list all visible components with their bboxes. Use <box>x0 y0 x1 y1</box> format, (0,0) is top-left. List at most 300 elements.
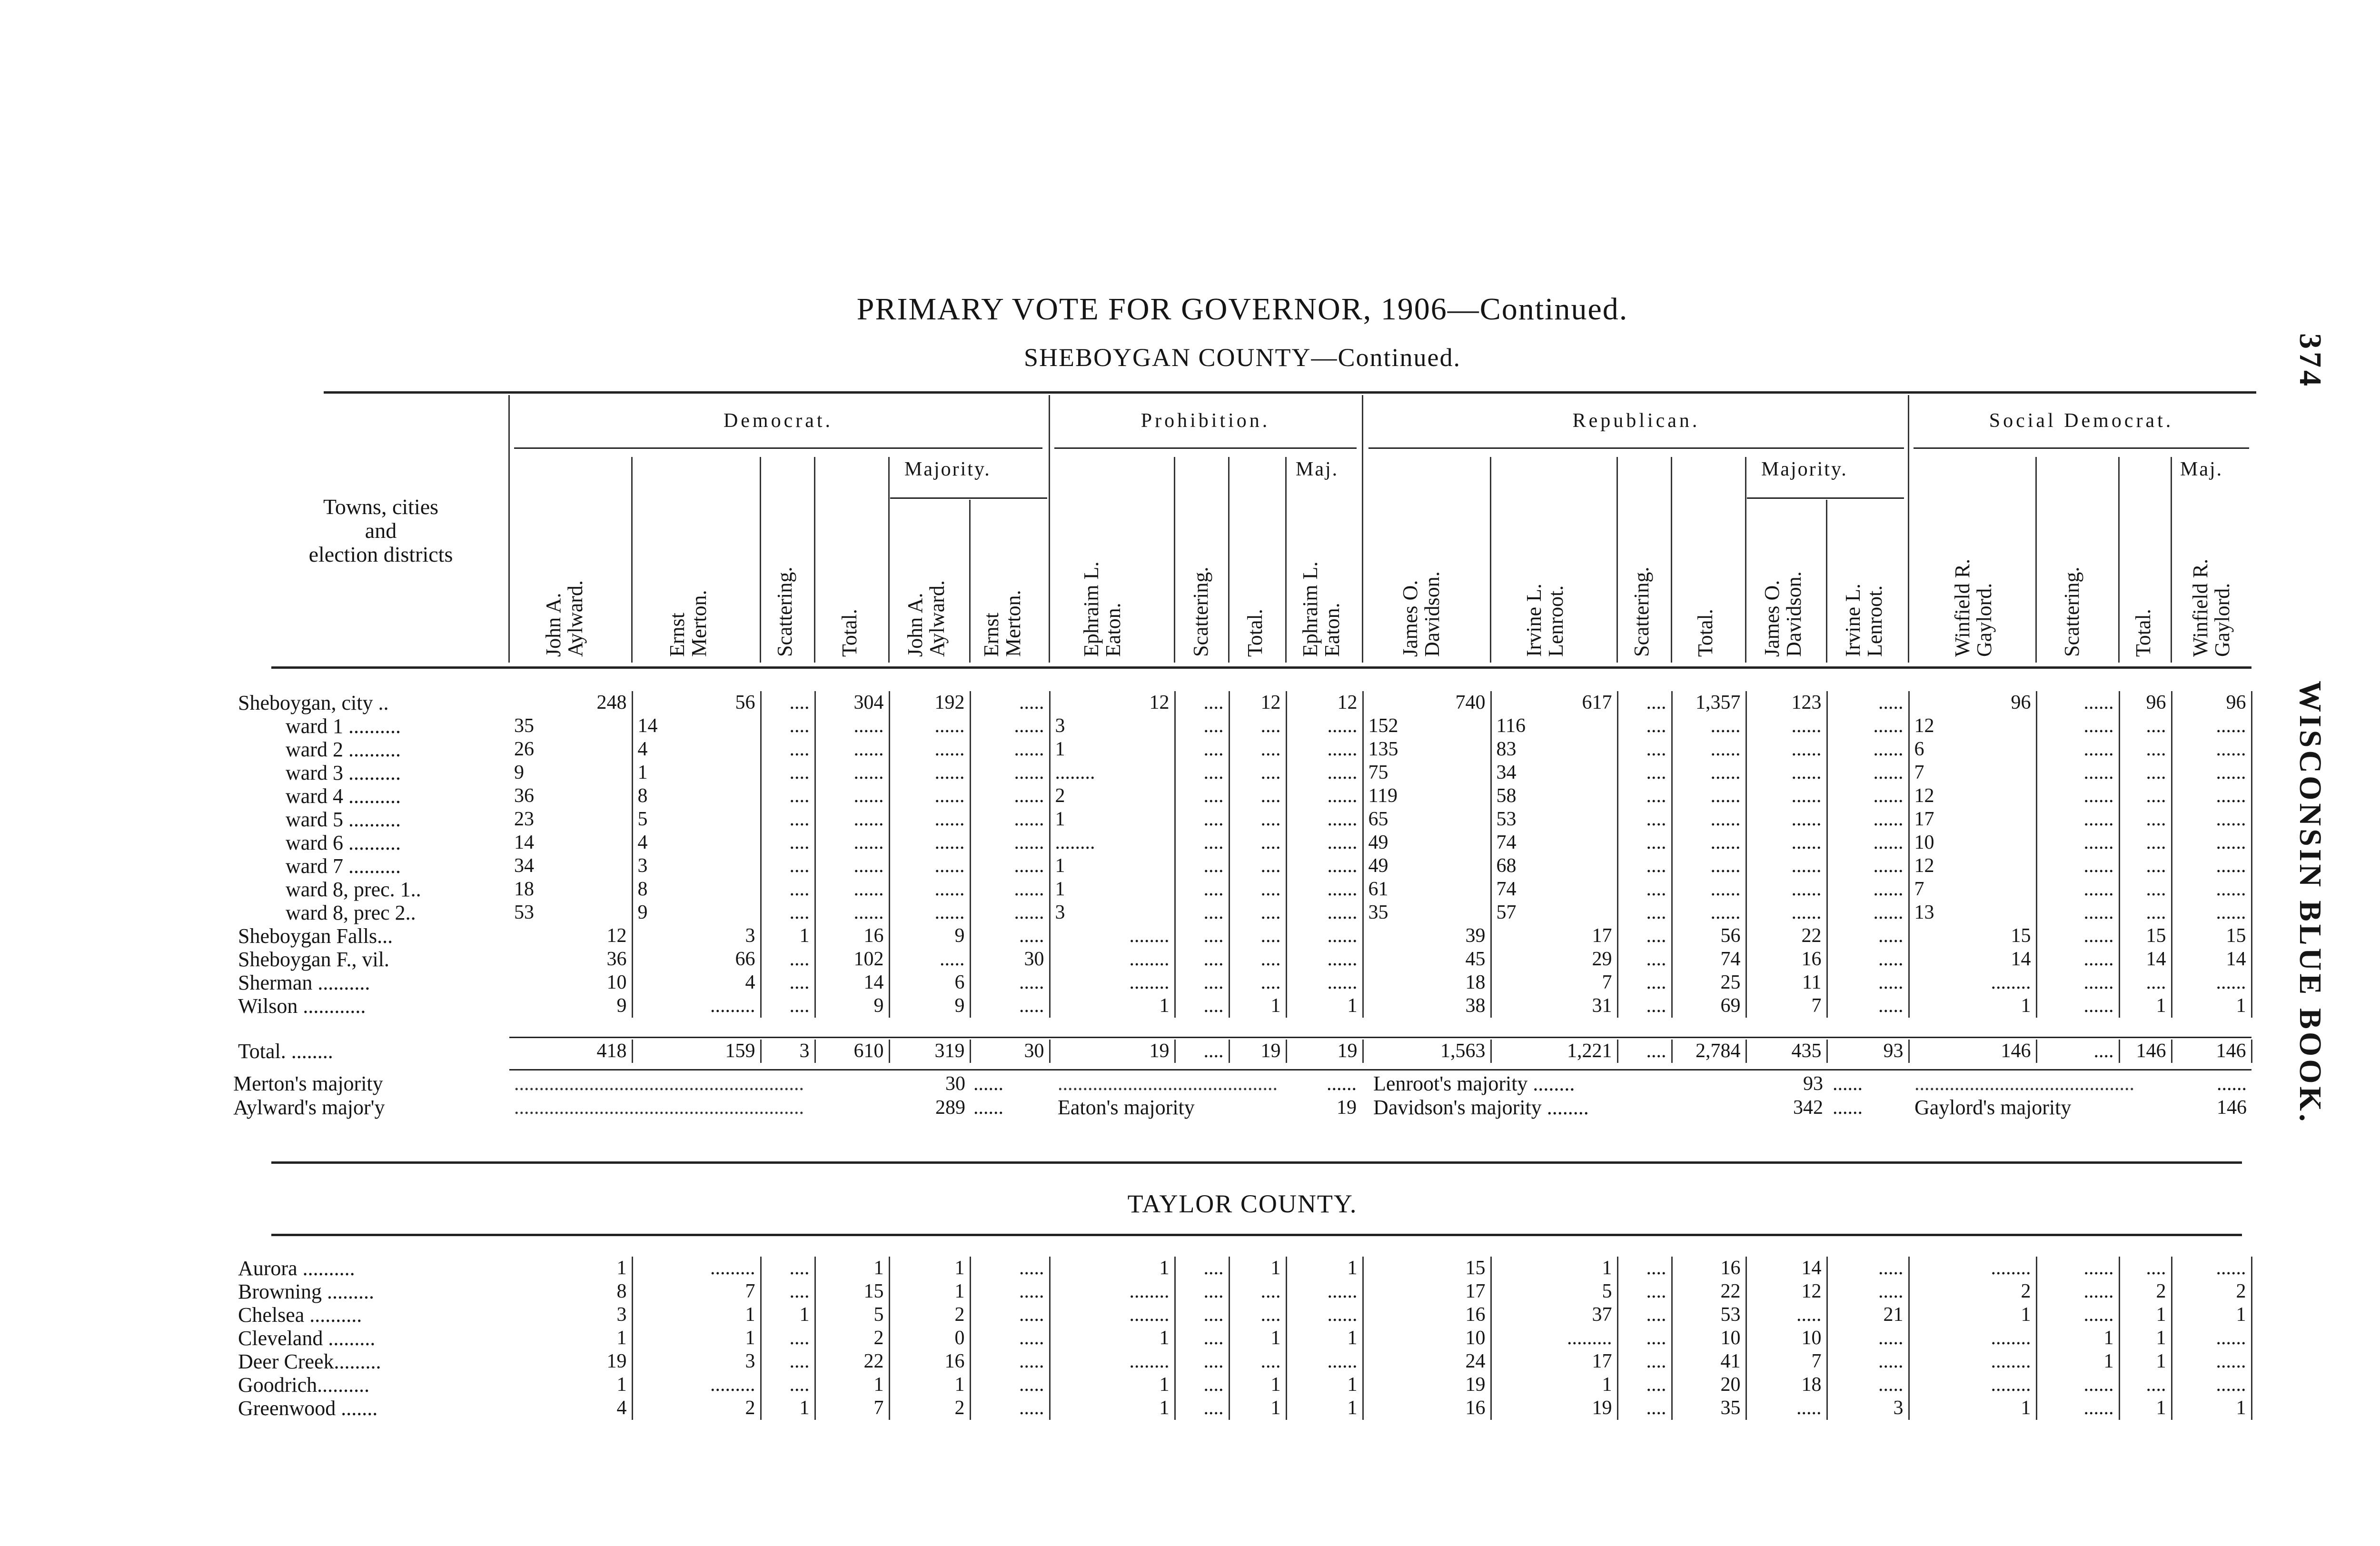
vote-cell: .... <box>1229 971 1286 994</box>
gaylord-majority-blank: ...... <box>2217 1073 2247 1095</box>
vote-cell: 75 <box>1363 761 1491 784</box>
vote-cell: 116 <box>1491 714 1617 738</box>
vote-cell: ..... <box>1827 924 1909 948</box>
vote-cell: ...... <box>889 761 970 784</box>
vote-cell: 74 <box>1491 831 1617 854</box>
aylward-majority-value: 289 <box>935 1097 965 1119</box>
vote-cell: .... <box>1229 761 1286 784</box>
page-number: 374 <box>2293 333 2328 389</box>
vote-cell: ..... <box>970 1280 1050 1303</box>
vote-cell: 65 <box>1363 808 1491 831</box>
soc-maj-header: Maj. <box>2180 458 2223 480</box>
vote-cell: 37 <box>1491 1303 1617 1327</box>
vote-cell: .... <box>1229 948 1286 971</box>
vote-cell: 6 <box>1909 738 2036 761</box>
vote-cell: .... <box>1229 1350 1286 1373</box>
vote-cell: ...... <box>815 738 889 761</box>
vote-cell: .... <box>761 1373 815 1397</box>
vote-cell: 35 <box>1672 1397 1746 1420</box>
vote-cell: ......... <box>632 1373 761 1397</box>
vote-cell: 418 <box>509 1040 632 1063</box>
vote-cell: 2 <box>1050 784 1175 808</box>
vote-cell: ...... <box>970 878 1050 901</box>
vote-cell: 10 <box>509 971 632 994</box>
col-rep-scattering: Scattering. <box>1630 566 1653 657</box>
vote-cell: 16 <box>1363 1303 1491 1327</box>
vote-cell: 3 <box>632 854 761 878</box>
vote-cell: 1 <box>1050 1257 1175 1280</box>
vote-cell: 1 <box>1286 1327 1363 1350</box>
vote-cell: 29 <box>1491 948 1617 971</box>
vote-cell: .... <box>1229 738 1286 761</box>
vote-cell: 1 <box>761 1397 815 1420</box>
vote-cell: ...... <box>1746 784 1827 808</box>
col-maj-aylward: John A. Aylward. <box>903 580 949 657</box>
vote-cell: 2 <box>2172 1280 2251 1303</box>
davidson-majority-value: 342 <box>1793 1097 1823 1119</box>
vote-cell: 96 <box>2172 691 2251 714</box>
vote-cell: ..... <box>1827 1257 1909 1280</box>
vote-cell: 1 <box>2172 994 2251 1018</box>
vote-cell: 14 <box>632 714 761 738</box>
vote-cell: ..... <box>970 1373 1050 1397</box>
vote-cell: 15 <box>2172 924 2251 948</box>
vote-cell: 1 <box>1229 1327 1286 1350</box>
lenroot-majority-value: 93 <box>1803 1073 1823 1095</box>
vote-cell: ........ <box>1909 1327 2036 1350</box>
vote-cell: ........ <box>1050 1303 1175 1327</box>
vote-cell: 1 <box>2119 1327 2172 1350</box>
vote-cell: .... <box>761 854 815 878</box>
vote-cell: 1 <box>2172 1397 2251 1420</box>
vote-cell: ...... <box>2036 691 2119 714</box>
running-head: WISCONSIN BLUE BOOK. <box>2293 681 2328 1125</box>
vote-cell: ...... <box>2036 878 2119 901</box>
vote-cell: ...... <box>2036 761 2119 784</box>
vote-cell: .... <box>1175 878 1229 901</box>
vote-cell: 2 <box>1909 1280 2036 1303</box>
vote-cell: .... <box>1617 1040 1672 1063</box>
table-row <box>233 714 2251 738</box>
vote-cell: ..... <box>889 948 970 971</box>
district-name: ward 8, prec 2.. <box>286 901 416 924</box>
vote-cell: 10 <box>1363 1327 1491 1350</box>
header-bottom-rule <box>271 666 2251 669</box>
vote-cell: 15 <box>1909 924 2036 948</box>
vote-cell: 15 <box>2119 924 2172 948</box>
vote-cell: 16 <box>815 924 889 948</box>
vote-cell: ...... <box>970 808 1050 831</box>
col-rep-total: Total. <box>1694 609 1717 657</box>
table-row <box>233 784 2251 808</box>
vote-cell: 38 <box>1363 994 1491 1018</box>
vote-cell: 2,784 <box>1672 1040 1746 1063</box>
vote-cell: ...... <box>1286 878 1363 901</box>
vote-cell: .... <box>1175 738 1229 761</box>
vote-cell: ..... <box>970 994 1050 1018</box>
vote-cell: 1 <box>1286 994 1363 1018</box>
district-name: ward 6 .......... <box>286 831 401 854</box>
vote-cell: .... <box>1229 1303 1286 1327</box>
col-gaylord: Winfield R. Gaylord. <box>1951 559 1996 657</box>
vote-cell: ...... <box>815 808 889 831</box>
vote-cell: 34 <box>1491 761 1617 784</box>
vote-cell: ..... <box>1827 994 1909 1018</box>
vote-cell: 14 <box>2172 948 2251 971</box>
vote-cell: .... <box>1175 924 1229 948</box>
vote-cell: 19 <box>1491 1397 1617 1420</box>
vote-cell: ...... <box>2172 831 2251 854</box>
vote-cell: ...... <box>1746 878 1827 901</box>
vote-cell: ...... <box>889 784 970 808</box>
taylor-county-title: TAYLOR COUNTY. <box>1127 1189 1358 1218</box>
vote-cell: ...... <box>1746 854 1827 878</box>
vote-cell: 16 <box>1672 1257 1746 1280</box>
vote-cell: .... <box>1617 901 1672 924</box>
vote-cell: .... <box>1175 831 1229 854</box>
vote-cell: 1 <box>2119 1397 2172 1420</box>
vote-cell: 2 <box>815 1327 889 1350</box>
rep-majority-header: Majority. <box>1761 458 1848 480</box>
vote-cell: ...... <box>1286 1303 1363 1327</box>
vote-cell: 22 <box>1672 1280 1746 1303</box>
vote-cell: 19 <box>1286 1040 1363 1063</box>
gaylord-majority-value: 146 <box>2217 1097 2247 1119</box>
vote-cell: 9 <box>632 901 761 924</box>
vote-cell: ...... <box>2036 1397 2119 1420</box>
vote-cell: 93 <box>1827 1040 1909 1063</box>
vote-cell: ..... <box>970 1350 1050 1373</box>
col-maj-eaton: Ephraim L. Eaton. <box>1299 561 1344 657</box>
table-row <box>233 1303 2251 1327</box>
vote-cell: 152 <box>1363 714 1491 738</box>
vote-cell: 2 <box>889 1397 970 1420</box>
vote-cell: 1 <box>1050 808 1175 831</box>
vote-cell: 19 <box>1050 1040 1175 1063</box>
vote-cell: 83 <box>1491 738 1617 761</box>
vote-cell: 30 <box>970 948 1050 971</box>
district-name: Sherman .......... <box>238 971 370 994</box>
district-name: Sheboygan F., vil. <box>238 948 389 971</box>
vote-cell: ...... <box>2036 924 2119 948</box>
vote-cell: ...... <box>1827 878 1909 901</box>
vote-cell: .... <box>2119 1373 2172 1397</box>
vote-cell: .... <box>761 1327 815 1350</box>
vote-cell: 96 <box>2119 691 2172 714</box>
vote-cell: .... <box>2119 971 2172 994</box>
majority-block: Merton's majority Aylward's major'y .......................................................... .......................................................... 30 289 ...... ...... ............................................ Eaton's majority ...... 19 Lenroot's majority ........ Davidson's majority ........ 93 342 ...... ...... ............................................ Gaylord's majority ...... 146 <box>233 1072 2247 1119</box>
vote-cell: 1 <box>1050 1327 1175 1350</box>
vote-cell: .... <box>1229 924 1286 948</box>
vote-cell: 1 <box>2036 1327 2119 1350</box>
vote-cell: 74 <box>1491 878 1617 901</box>
vote-cell: ...... <box>1746 738 1827 761</box>
vote-cell: ...... <box>2036 784 2119 808</box>
vote-cell: 1 <box>509 1373 632 1397</box>
vote-cell: ..... <box>970 1257 1050 1280</box>
vote-cell: 45 <box>1363 948 1491 971</box>
vote-cell: ..... <box>1746 1397 1827 1420</box>
district-name: Browning ......... <box>238 1280 374 1303</box>
vote-cell: ........ <box>1909 1350 2036 1373</box>
table-row <box>233 1397 2251 1420</box>
vote-cell: ...... <box>2172 784 2251 808</box>
vote-cell: ..... <box>970 1397 1050 1420</box>
vote-cell: 1 <box>509 1327 632 1350</box>
vote-cell: 123 <box>1746 691 1827 714</box>
taylor-table <box>233 1257 2252 1420</box>
vote-cell: ...... <box>1286 1350 1363 1373</box>
vote-cell: .... <box>1175 1257 1229 1280</box>
vote-cell: ...... <box>2172 761 2251 784</box>
county-title: SHEBOYGAN COUNTY—Continued. <box>1024 343 1461 372</box>
vote-cell: .... <box>1175 1350 1229 1373</box>
vote-cell: ...... <box>1827 808 1909 831</box>
vote-cell: 435 <box>1746 1040 1827 1063</box>
vote-cell: 3 <box>632 924 761 948</box>
vote-cell: ...... <box>2172 854 2251 878</box>
vote-cell: 7 <box>1746 994 1827 1018</box>
vote-cell: ...... <box>815 714 889 738</box>
merton-majority-label: Merton's majority <box>233 1072 383 1095</box>
vote-cell: ......... <box>1491 1327 1617 1350</box>
vote-cell: ...... <box>1746 714 1827 738</box>
vote-cell: 3 <box>1050 714 1175 738</box>
vote-cell: 1,221 <box>1491 1040 1617 1063</box>
vote-cell: ..... <box>1746 1303 1827 1327</box>
vote-cell: .... <box>1175 691 1229 714</box>
dem-majority-header: Majority. <box>904 458 991 480</box>
vote-cell: 49 <box>1363 854 1491 878</box>
vote-cell: 135 <box>1363 738 1491 761</box>
vote-cell: ...... <box>1827 738 1909 761</box>
table-row <box>233 1257 2251 1280</box>
vote-cell: ..... <box>1827 971 1909 994</box>
vote-cell: 15 <box>1363 1257 1491 1280</box>
vote-cell: ...... <box>1746 901 1827 924</box>
district-name: Deer Creek......... <box>238 1350 381 1373</box>
vote-cell: .... <box>2119 761 2172 784</box>
vote-cell: 146 <box>2119 1040 2172 1063</box>
vote-cell: 10 <box>1746 1327 1827 1350</box>
vote-cell: 74 <box>1672 948 1746 971</box>
vote-cell: 14 <box>815 971 889 994</box>
vote-cell: ...... <box>1672 784 1746 808</box>
vote-cell: ...... <box>889 808 970 831</box>
district-name: Aurora .......... <box>238 1257 355 1280</box>
vote-cell: .... <box>761 808 815 831</box>
vote-cell: .... <box>1617 691 1672 714</box>
table-row <box>233 691 2251 714</box>
vote-cell: .... <box>2119 808 2172 831</box>
district-name: Cleveland ......... <box>238 1327 376 1350</box>
vote-cell: 13 <box>1909 901 2036 924</box>
vote-cell: 0 <box>889 1327 970 1350</box>
vote-cell: 1 <box>889 1280 970 1303</box>
vote-cell: ...... <box>1286 971 1363 994</box>
vote-cell: ...... <box>1672 901 1746 924</box>
vote-cell: .... <box>1229 901 1286 924</box>
vote-cell: .... <box>1175 1280 1229 1303</box>
table-row <box>233 994 2251 1018</box>
vote-cell: .... <box>761 784 815 808</box>
vote-cell: 4 <box>632 831 761 854</box>
vote-cell: 17 <box>1491 1350 1617 1373</box>
vote-cell: .... <box>1617 994 1672 1018</box>
vote-cell: ...... <box>2036 714 2119 738</box>
vote-cell: 1 <box>632 1327 761 1350</box>
vote-cell: ...... <box>889 714 970 738</box>
vote-cell: ...... <box>815 878 889 901</box>
vote-cell: 23 <box>509 808 632 831</box>
vote-cell: 1 <box>1909 1397 2036 1420</box>
vote-cell: 2 <box>632 1397 761 1420</box>
vote-cell: 1 <box>1286 1397 1363 1420</box>
vote-cell: ...... <box>1672 761 1746 784</box>
vote-cell: ...... <box>1746 808 1827 831</box>
district-name: ward 3 .......... <box>286 761 401 784</box>
vote-cell: ........ <box>1050 831 1175 854</box>
vote-cell: ...... <box>2172 1257 2251 1280</box>
vote-cell: .... <box>1617 948 1672 971</box>
vote-cell: 1 <box>1286 1373 1363 1397</box>
vote-cell: ...... <box>1286 784 1363 808</box>
vote-cell: 1 <box>1286 1257 1363 1280</box>
vote-cell: ...... <box>1827 761 1909 784</box>
vote-cell: 5 <box>815 1303 889 1327</box>
vote-cell: .... <box>1229 808 1286 831</box>
vote-cell: ...... <box>2036 948 2119 971</box>
vote-cell: ...... <box>1286 854 1363 878</box>
vote-cell: ...... <box>970 714 1050 738</box>
vote-cell: .... <box>1617 831 1672 854</box>
district-name: Wilson ............ <box>238 994 366 1018</box>
vote-cell: 1 <box>2172 1303 2251 1327</box>
vote-cell: 53 <box>509 901 632 924</box>
col-soc-total: Total. <box>2132 609 2155 657</box>
vote-cell: 14 <box>509 831 632 854</box>
col-eaton: Ephraim L. Eaton. <box>1080 561 1125 657</box>
vote-cell: .... <box>1617 1327 1672 1350</box>
vote-cell: ...... <box>1827 714 1909 738</box>
table-row <box>233 808 2251 831</box>
vote-cell: .... <box>1229 878 1286 901</box>
vote-cell: .... <box>761 761 815 784</box>
vote-cell: 1 <box>2119 1303 2172 1327</box>
vote-cell: 17 <box>1491 924 1617 948</box>
vote-cell: .... <box>761 994 815 1018</box>
vote-cell: ..... <box>970 924 1050 948</box>
vote-cell: 1 <box>1491 1257 1617 1280</box>
vote-cell: ...... <box>1672 714 1746 738</box>
vote-cell: ...... <box>2036 854 2119 878</box>
vote-cell: ...... <box>970 738 1050 761</box>
district-name: Sheboygan Falls... <box>238 924 393 948</box>
vote-cell: ...... <box>2036 831 2119 854</box>
vote-cell: 19 <box>1229 1040 1286 1063</box>
sheboygan-total-table <box>233 1040 2252 1063</box>
vote-cell: 1 <box>2119 1350 2172 1373</box>
vote-cell: .... <box>761 1280 815 1303</box>
vote-cell: ...... <box>1286 714 1363 738</box>
table-row <box>233 971 2251 994</box>
district-name: Chelsea .......... <box>238 1303 362 1327</box>
col-maj-davidson: James O. Davidson. <box>1760 571 1805 657</box>
vote-cell: 740 <box>1363 691 1491 714</box>
vote-cell: 5 <box>632 808 761 831</box>
vote-cell: 39 <box>1363 924 1491 948</box>
vote-cell: 21 <box>1827 1303 1909 1327</box>
vote-cell: ........ <box>1050 924 1175 948</box>
table-row <box>233 831 2251 854</box>
district-name: ward 8, prec. 1.. <box>286 878 421 901</box>
col-dem-total: Total. <box>838 609 861 657</box>
col-merton: Ernst Merton. <box>665 590 711 657</box>
vote-cell: 4 <box>509 1397 632 1420</box>
vote-cell: ...... <box>1286 924 1363 948</box>
district-name: Total. ........ <box>238 1040 333 1063</box>
vote-cell: 10 <box>1672 1327 1746 1350</box>
vote-cell: 18 <box>509 878 632 901</box>
vote-cell: 1,357 <box>1672 691 1746 714</box>
vote-cell: ......... <box>632 1257 761 1280</box>
vote-cell: .... <box>1175 761 1229 784</box>
vote-cell: 26 <box>509 738 632 761</box>
vote-cell: ...... <box>2172 1373 2251 1397</box>
table-row <box>233 1280 2251 1303</box>
vote-cell: 617 <box>1491 691 1617 714</box>
vote-cell: .... <box>1229 854 1286 878</box>
vote-cell: 69 <box>1672 994 1746 1018</box>
vote-cell: 1 <box>2119 994 2172 1018</box>
vote-cell: 1 <box>1909 1303 2036 1327</box>
vote-cell: 119 <box>1363 784 1491 808</box>
vote-cell: .... <box>761 738 815 761</box>
vote-cell: 3 <box>1827 1397 1909 1420</box>
vote-cell: .... <box>1617 1397 1672 1420</box>
vote-cell: ...... <box>1672 808 1746 831</box>
vote-cell: ...... <box>1672 738 1746 761</box>
vote-cell: 12 <box>509 924 632 948</box>
vote-cell: .... <box>1617 808 1672 831</box>
vote-cell: .... <box>1617 878 1672 901</box>
vote-cell: 19 <box>1363 1373 1491 1397</box>
vote-cell: ...... <box>2172 878 2251 901</box>
vote-cell: 16 <box>889 1350 970 1373</box>
vote-cell: 58 <box>1491 784 1617 808</box>
vote-cell: .... <box>2119 714 2172 738</box>
vote-cell: 304 <box>815 691 889 714</box>
social-democrat-header: Social Democrat. <box>1989 410 2174 432</box>
table-row <box>233 924 2251 948</box>
district-name: Sheboygan, city .. <box>238 691 389 714</box>
vote-cell: ..... <box>970 691 1050 714</box>
vote-cell: ...... <box>970 761 1050 784</box>
vote-cell: 14 <box>1746 1257 1827 1280</box>
gaylord-majority-label: Gaylord's majority <box>1914 1096 2072 1119</box>
vote-cell: 11 <box>1746 971 1827 994</box>
vote-cell: 20 <box>1672 1373 1746 1397</box>
table-row <box>233 901 2251 924</box>
vote-cell: .... <box>2119 901 2172 924</box>
vote-cell: 146 <box>2172 1040 2251 1063</box>
vote-cell: ...... <box>889 901 970 924</box>
vote-cell: 3 <box>632 1350 761 1373</box>
vote-cell: 7 <box>1909 878 2036 901</box>
district-name: Greenwood ....... <box>238 1397 378 1420</box>
vote-cell: ...... <box>2036 808 2119 831</box>
table-row <box>233 1327 2251 1350</box>
